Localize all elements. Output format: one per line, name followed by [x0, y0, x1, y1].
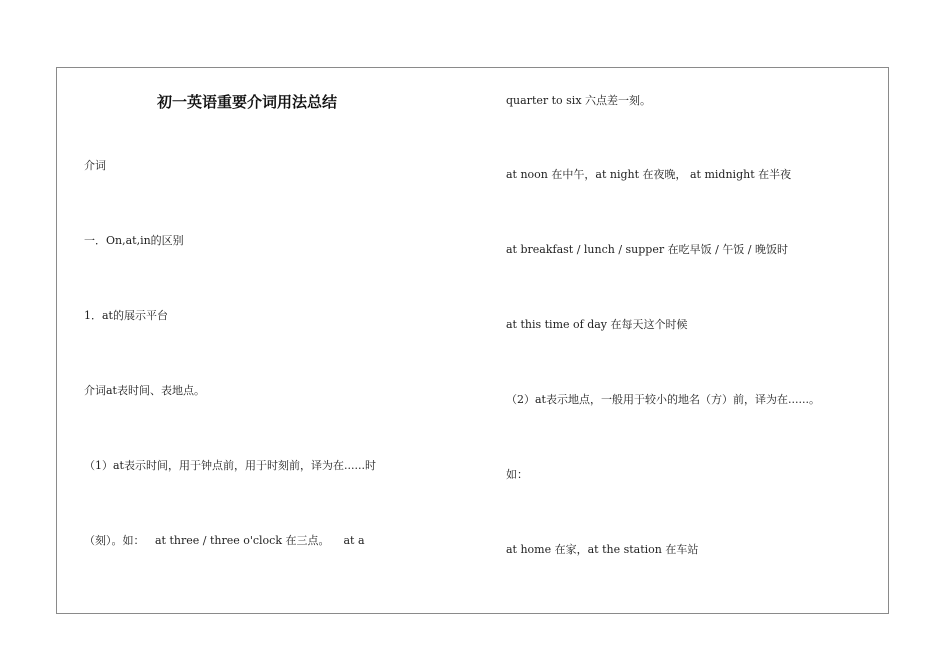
right-line-1: quarter to six 六点差一刻。: [506, 94, 652, 107]
document-page-frame: [56, 67, 889, 614]
right-line-5: （2）at表示地点，一般用于较小的地名（方）前，译为在......。: [506, 393, 820, 406]
document-title: 初一英语重要介词用法总结: [157, 93, 338, 111]
left-line-2: 一．On,at,in的区别: [84, 234, 184, 247]
left-line-3: 1．at的展示平台: [84, 309, 168, 322]
left-line-1: 介词: [84, 159, 106, 172]
left-line-5: （1）at表示时间，用于钟点前，用于时刻前，译为在......时: [84, 459, 376, 472]
right-line-2: at noon 在中午，at night 在夜晚， at midnight 在半夜: [506, 168, 792, 181]
right-line-6: 如：: [506, 468, 528, 481]
right-line-3: at breakfast / lunch / supper 在吃早饭 / 午饭 / 晚饭时: [506, 243, 789, 256]
left-line-4: 介词at表时间、表地点。: [84, 384, 205, 397]
right-line-4: at this time of day 在每天这个时候: [506, 318, 688, 331]
left-line-6: （刻）。如： at three / three o'clock 在三点。 at a: [84, 534, 365, 547]
right-line-7: at home 在家，at the station 在车站: [506, 543, 699, 556]
